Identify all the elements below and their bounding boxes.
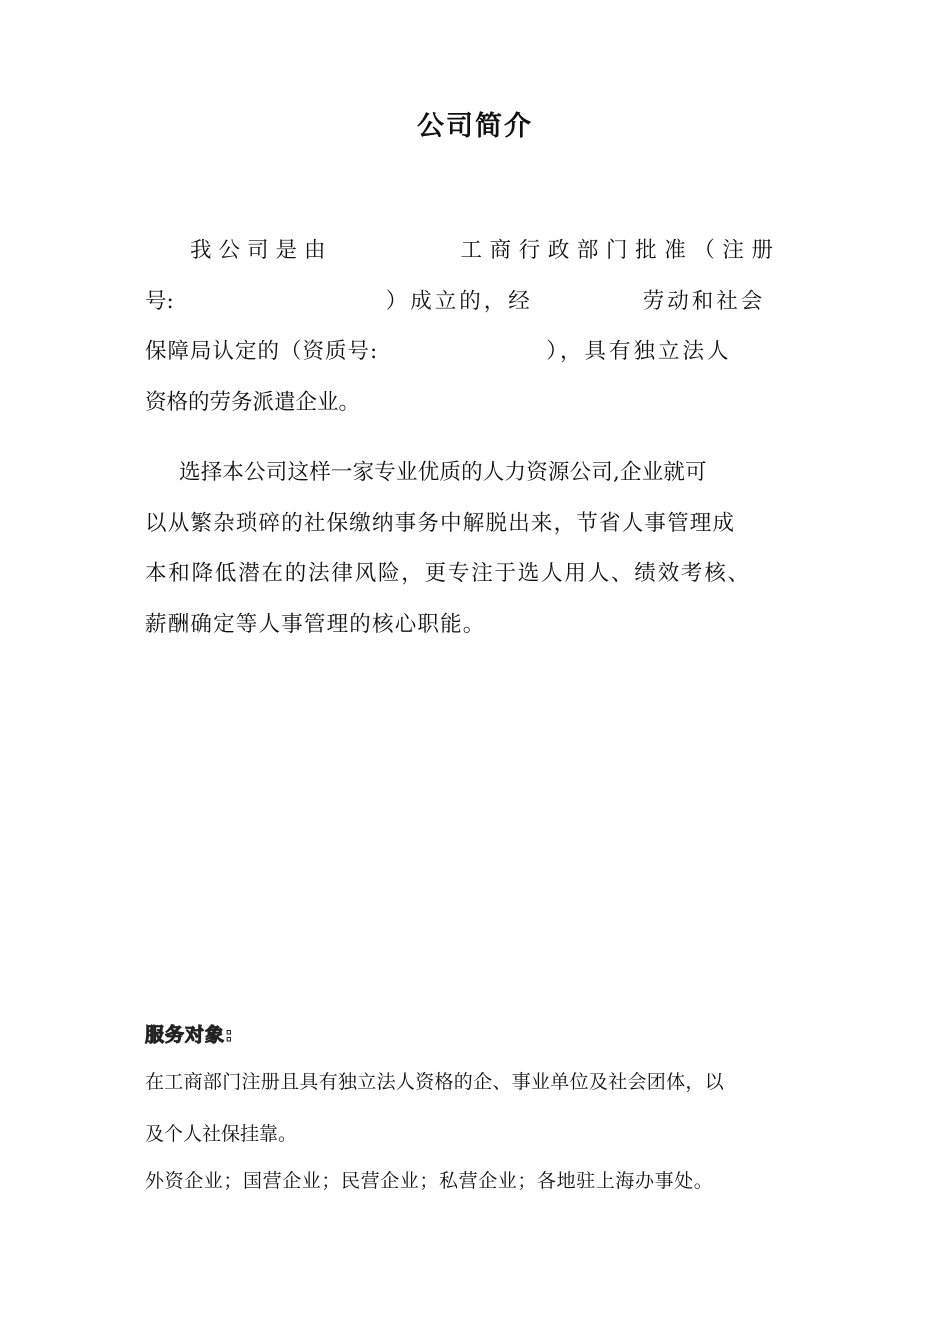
intro-text-1a: 我公司是由: [190, 238, 333, 263]
benefits-line-2: [145, 499, 807, 550]
benefits-line-4: [145, 600, 807, 651]
intro-text-2b: ）成立的，经: [385, 288, 533, 314]
intro-line-2: [145, 277, 807, 328]
document-title: 公司简介: [417, 111, 533, 142]
benefits-text-1: 选择本公司这样一家专业优质的人力资源公司,企业就可: [179, 460, 707, 485]
intro-line-3: [145, 327, 807, 378]
benefits-paragraph: [145, 448, 807, 650]
benefits-text-2: 以从繁杂琐碎的社保缴纳事务中解脱出来，节省人事管理成: [145, 510, 736, 536]
benefits-text-3: 本和降低潜在的法律风险，更专注于选人用人、绩效考核、: [145, 561, 751, 586]
services-heading: 服务对象:: [145, 1024, 234, 1046]
benefits-line-1: [145, 448, 807, 499]
intro-text-3b: ），具有独立法人: [546, 339, 732, 364]
services-description: [145, 1056, 807, 1160]
intro-paragraph: [145, 226, 807, 428]
benefits-text-4: 薪酬确定等人事管理的核心职能。: [145, 611, 486, 637]
intro-text-2a: 号:: [145, 288, 174, 314]
services-list: [145, 1155, 807, 1207]
intro-line-4: [145, 378, 807, 429]
intro-text-2c: 劳动和社会: [642, 288, 766, 314]
services-line-1: 在工商部门注册且具有独立法人资格的企、事业单位及社会团体，以: [145, 1071, 725, 1093]
benefits-line-3: [145, 549, 807, 600]
intro-text-3a: 保障局认定的（资质号:: [145, 339, 379, 364]
services-line-2: 及个人社保挂靠。: [145, 1123, 298, 1145]
intro-line-1: [145, 226, 807, 277]
services-line-3: 外资企业；国营企业；民营企业；私营企业；各地驻上海办事处。: [145, 1170, 714, 1192]
intro-text-4: 资格的劳务派遣企业。: [145, 389, 361, 415]
intro-text-1b: 工商行政部门批准（注册: [460, 238, 781, 263]
